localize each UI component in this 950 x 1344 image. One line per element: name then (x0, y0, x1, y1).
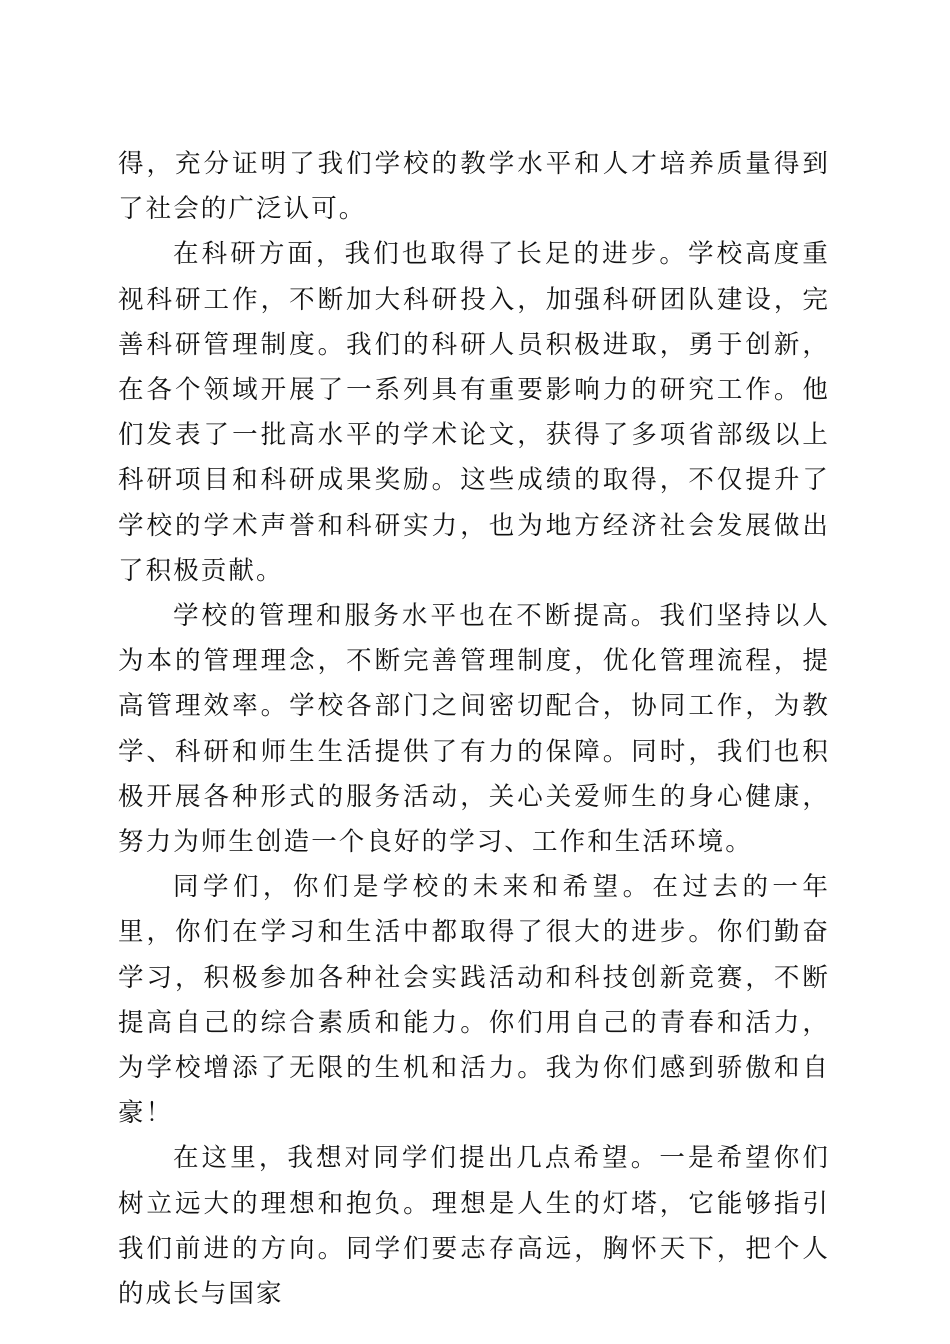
paragraph-management: 学校的管理和服务水平也在不断提高。我们坚持以人为本的管理理念，不断完善管理制度，优化管理流程，提高管理效率。学校各部门之间密切配合，协同工作，为教学、科研和师生生活提供了有力的保障。同时，我们也积极开展各种形式的服务活动，关心关爱师生的身心健康，努力为师生创造一个良好的学习、工作和生活环境。 (118, 601, 830, 858)
paragraph-continuation: 得，充分证明了我们学校的教学水平和人才培养质量得到了社会的广泛认可。 (118, 149, 830, 225)
paragraph-students: 同学们，你们是学校的未来和希望。在过去的一年里，你们在学习和生活中都取得了很大的进步。你们勤奋学习，积极参加各种社会实践活动和科技创新竞赛，不断提高自己的综合素质和能力。你们用自己的青春和活力，为学校增添了无限的生机和活力。我为你们感到骄傲和自豪！ (118, 872, 830, 1129)
document-body (118, 142, 830, 1317)
paragraph-research: 在科研方面，我们也取得了长足的进步。学校高度重视科研工作，不断加大科研投入，加强科研团队建设，完善科研管理制度。我们的科研人员积极进取，勇于创新，在各个领域开展了一系列具有重要影响力的研究工作。他们发表了一批高水平的学术论文，获得了多项省部级以上科研项目和科研成果奖励。这些成绩的取得，不仅提升了学校的学术声誉和科研实力，也为地方经济社会发展做出了积极贡献。 (118, 239, 830, 586)
paragraph-hopes: 在这里，我想对同学们提出几点希望。一是希望你们树立远大的理想和抱负。理想是人生的灯塔，它能够指引我们前进的方向。同学们要志存高远，胸怀天下，把个人的成长与国家 (118, 1143, 830, 1310)
